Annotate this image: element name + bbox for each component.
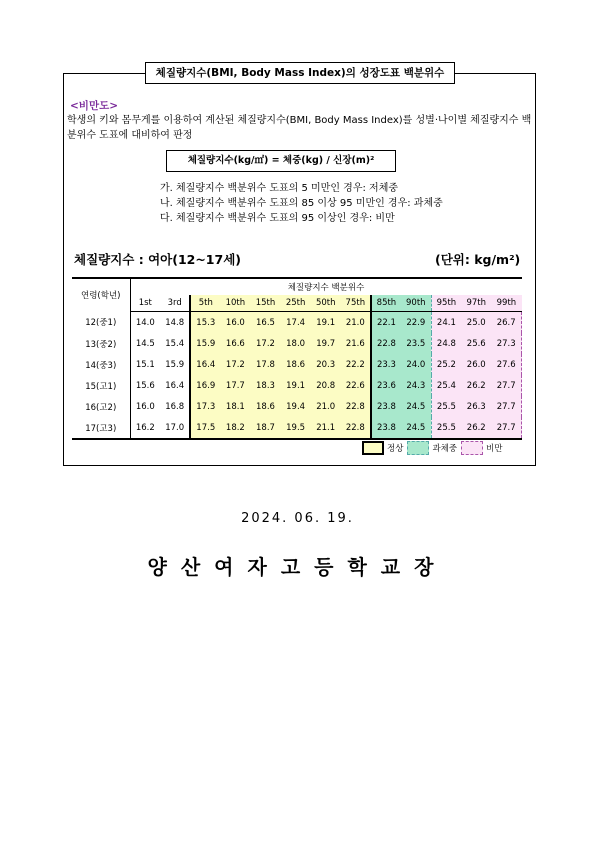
table-cell: 17.4 <box>281 312 311 334</box>
row-label: 12(중1) <box>72 312 130 334</box>
principal-signature: 양산여자고등학교장 <box>147 555 448 579</box>
classification-rules <box>160 181 443 226</box>
table-cell: 24.5 <box>401 396 431 417</box>
table-cell: 21.1 <box>311 417 341 439</box>
table-cell: 15.1 <box>135 359 155 370</box>
table-cell: 25.6 <box>461 333 491 354</box>
table-cell: 23.3 <box>371 354 401 375</box>
table-cell: 16.9 <box>190 375 220 396</box>
table-cell: 25.5 <box>431 396 461 417</box>
table-row <box>72 354 522 375</box>
table-cell: 22.2 <box>341 354 371 375</box>
legend-swatch-normal <box>362 441 384 455</box>
column-header: 75th <box>341 295 371 312</box>
group-header-percentile: 체질량지수 백분위수 <box>287 283 365 293</box>
table-cell: 18.6 <box>281 354 311 375</box>
table-cell: 16.0 <box>220 312 250 334</box>
table-cell: 16.5 <box>250 312 280 334</box>
table-cell: 16.4 <box>190 354 220 375</box>
table-cell: 14.8 <box>165 317 185 328</box>
table-cell: 19.1 <box>311 312 341 334</box>
rule-overweight: 나. 체질량지수 백분위수 도표의 85 이상 95 미만인 경우: 과체중 <box>160 198 443 209</box>
table-cell: 22.8 <box>371 333 401 354</box>
table-row <box>72 375 522 396</box>
legend-label-overweight: 과체중 <box>432 444 458 454</box>
table-cell: 22.8 <box>341 396 371 417</box>
table-cell: 22.6 <box>341 375 371 396</box>
table-cell: 27.3 <box>491 333 521 354</box>
table-cell: 21.6 <box>341 333 371 354</box>
table-cell: 19.4 <box>281 396 311 417</box>
column-header: 85th <box>371 295 401 312</box>
column-header: 50th <box>311 295 341 312</box>
table-cell: 27.7 <box>491 375 521 396</box>
table-cell: 23.6 <box>371 375 401 396</box>
table-cell: 22.8 <box>341 417 371 439</box>
table-cell: 20.3 <box>311 354 341 375</box>
column-header: 10th <box>220 295 250 312</box>
table-cell: 16.4 <box>165 380 185 391</box>
table-cell: 20.8 <box>311 375 341 396</box>
table-cell: 15.9 <box>165 359 185 370</box>
column-header: 1st <box>130 295 160 312</box>
document-date: 2024. 06. 19. <box>241 511 354 526</box>
table-cell: 17.0 <box>165 422 185 433</box>
row-label: 13(중2) <box>72 333 130 354</box>
table-row <box>72 417 522 439</box>
table-cell: 24.3 <box>401 375 431 396</box>
table-cell: 27.7 <box>491 417 521 439</box>
table-cell: 26.0 <box>461 354 491 375</box>
legend-label-obese: 비만 <box>486 444 503 454</box>
table-cell: 24.5 <box>401 417 431 439</box>
table-cell: 17.8 <box>250 354 280 375</box>
table-cell: 17.2 <box>250 333 280 354</box>
legend-swatch-overweight <box>407 441 429 455</box>
row-label: 17(고3) <box>72 417 130 439</box>
bmi-formula: 체질량지수(kg/㎡) = 체중(kg) / 신장(m)² <box>166 150 396 172</box>
column-header: 99th <box>491 295 521 312</box>
description-text: 학생의 키와 몸무게를 이용하여 계산된 체질량지수(BMI, Body Mass Index)를 성별·나이별 체질량지수 백분위수 도표에 대비하여 판정 <box>67 115 532 141</box>
table-cell: 27.6 <box>491 354 521 375</box>
legend-label-normal: 정상 <box>387 444 404 454</box>
table-cell: 25.5 <box>431 417 461 439</box>
table-cell: 16.0 <box>135 401 155 412</box>
table-cell: 26.2 <box>461 375 491 396</box>
table-cell: 23.5 <box>401 333 431 354</box>
row-label: 16(고2) <box>72 396 130 417</box>
table-cell: 24.0 <box>401 354 431 375</box>
table-cell: 27.7 <box>491 396 521 417</box>
table-row <box>72 312 522 334</box>
table-cell: 23.8 <box>371 417 401 439</box>
table-cell: 17.3 <box>190 396 220 417</box>
row-header-age: 연령(학년) <box>72 278 130 312</box>
table-cell: 17.5 <box>190 417 220 439</box>
table-cell: 26.7 <box>491 312 521 334</box>
table-cell: 15.4 <box>165 338 185 349</box>
table-cell: 25.4 <box>431 375 461 396</box>
section-label: <비만도> <box>70 100 119 112</box>
table-cell: 14.5 <box>135 338 155 349</box>
document-title: 체질량지수(BMI, Body Mass Index)의 성장도표 백분위수 <box>145 62 455 84</box>
table-cell: 14.0 <box>135 317 155 328</box>
column-header: 5th <box>190 295 220 312</box>
column-header: 25th <box>281 295 311 312</box>
table-cell: 15.3 <box>190 312 220 334</box>
table-cell: 22.9 <box>401 312 431 334</box>
table-cell: 25.2 <box>431 354 461 375</box>
table-cell: 24.1 <box>431 312 461 334</box>
table-cell: 23.8 <box>371 396 401 417</box>
table-cell: 18.6 <box>250 396 280 417</box>
table-row <box>72 396 522 417</box>
table-cell: 19.5 <box>281 417 311 439</box>
table-cell: 26.2 <box>461 417 491 439</box>
rule-obese: 다. 체질량지수 백분위수 도표의 95 이상인 경우: 비만 <box>160 213 395 224</box>
table-cell: 16.2 <box>135 422 155 433</box>
unit-label: (단위: kg/m²) <box>435 252 521 267</box>
table-cell: 18.3 <box>250 375 280 396</box>
table-cell: 15.9 <box>190 333 220 354</box>
table-cell: 19.1 <box>281 375 311 396</box>
table-cell: 21.0 <box>341 312 371 334</box>
table-cell: 22.1 <box>371 312 401 334</box>
table-cell: 26.3 <box>461 396 491 417</box>
column-header: 95th <box>431 295 461 312</box>
column-header: 97th <box>461 295 491 312</box>
rule-underweight: 가. 체질량지수 백분위수 도표의 5 미만인 경우: 저체중 <box>160 183 399 194</box>
bmi-percentile-table <box>72 277 522 440</box>
table-cell: 16.6 <box>220 333 250 354</box>
table-cell: 18.0 <box>281 333 311 354</box>
legend <box>362 441 507 455</box>
table-subtitle: 체질량지수 : 여아(12~17세) <box>74 252 241 267</box>
table-cell: 18.1 <box>220 396 250 417</box>
legend-swatch-obese <box>461 441 483 455</box>
row-label: 14(중3) <box>72 354 130 375</box>
table-cell: 18.7 <box>250 417 280 439</box>
column-header: 15th <box>250 295 280 312</box>
table-cell: 24.8 <box>431 333 461 354</box>
table-cell: 25.0 <box>461 312 491 334</box>
table-cell: 21.0 <box>311 396 341 417</box>
table-row <box>72 333 522 354</box>
table-cell: 17.2 <box>220 354 250 375</box>
row-label: 15(고1) <box>72 375 130 396</box>
table-cell: 16.8 <box>165 401 185 412</box>
table-cell: 15.6 <box>135 380 155 391</box>
column-header: 3rd <box>160 295 190 312</box>
table-cell: 18.2 <box>220 417 250 439</box>
table-cell: 17.7 <box>220 375 250 396</box>
table-cell: 19.7 <box>311 333 341 354</box>
column-header: 90th <box>401 295 431 312</box>
